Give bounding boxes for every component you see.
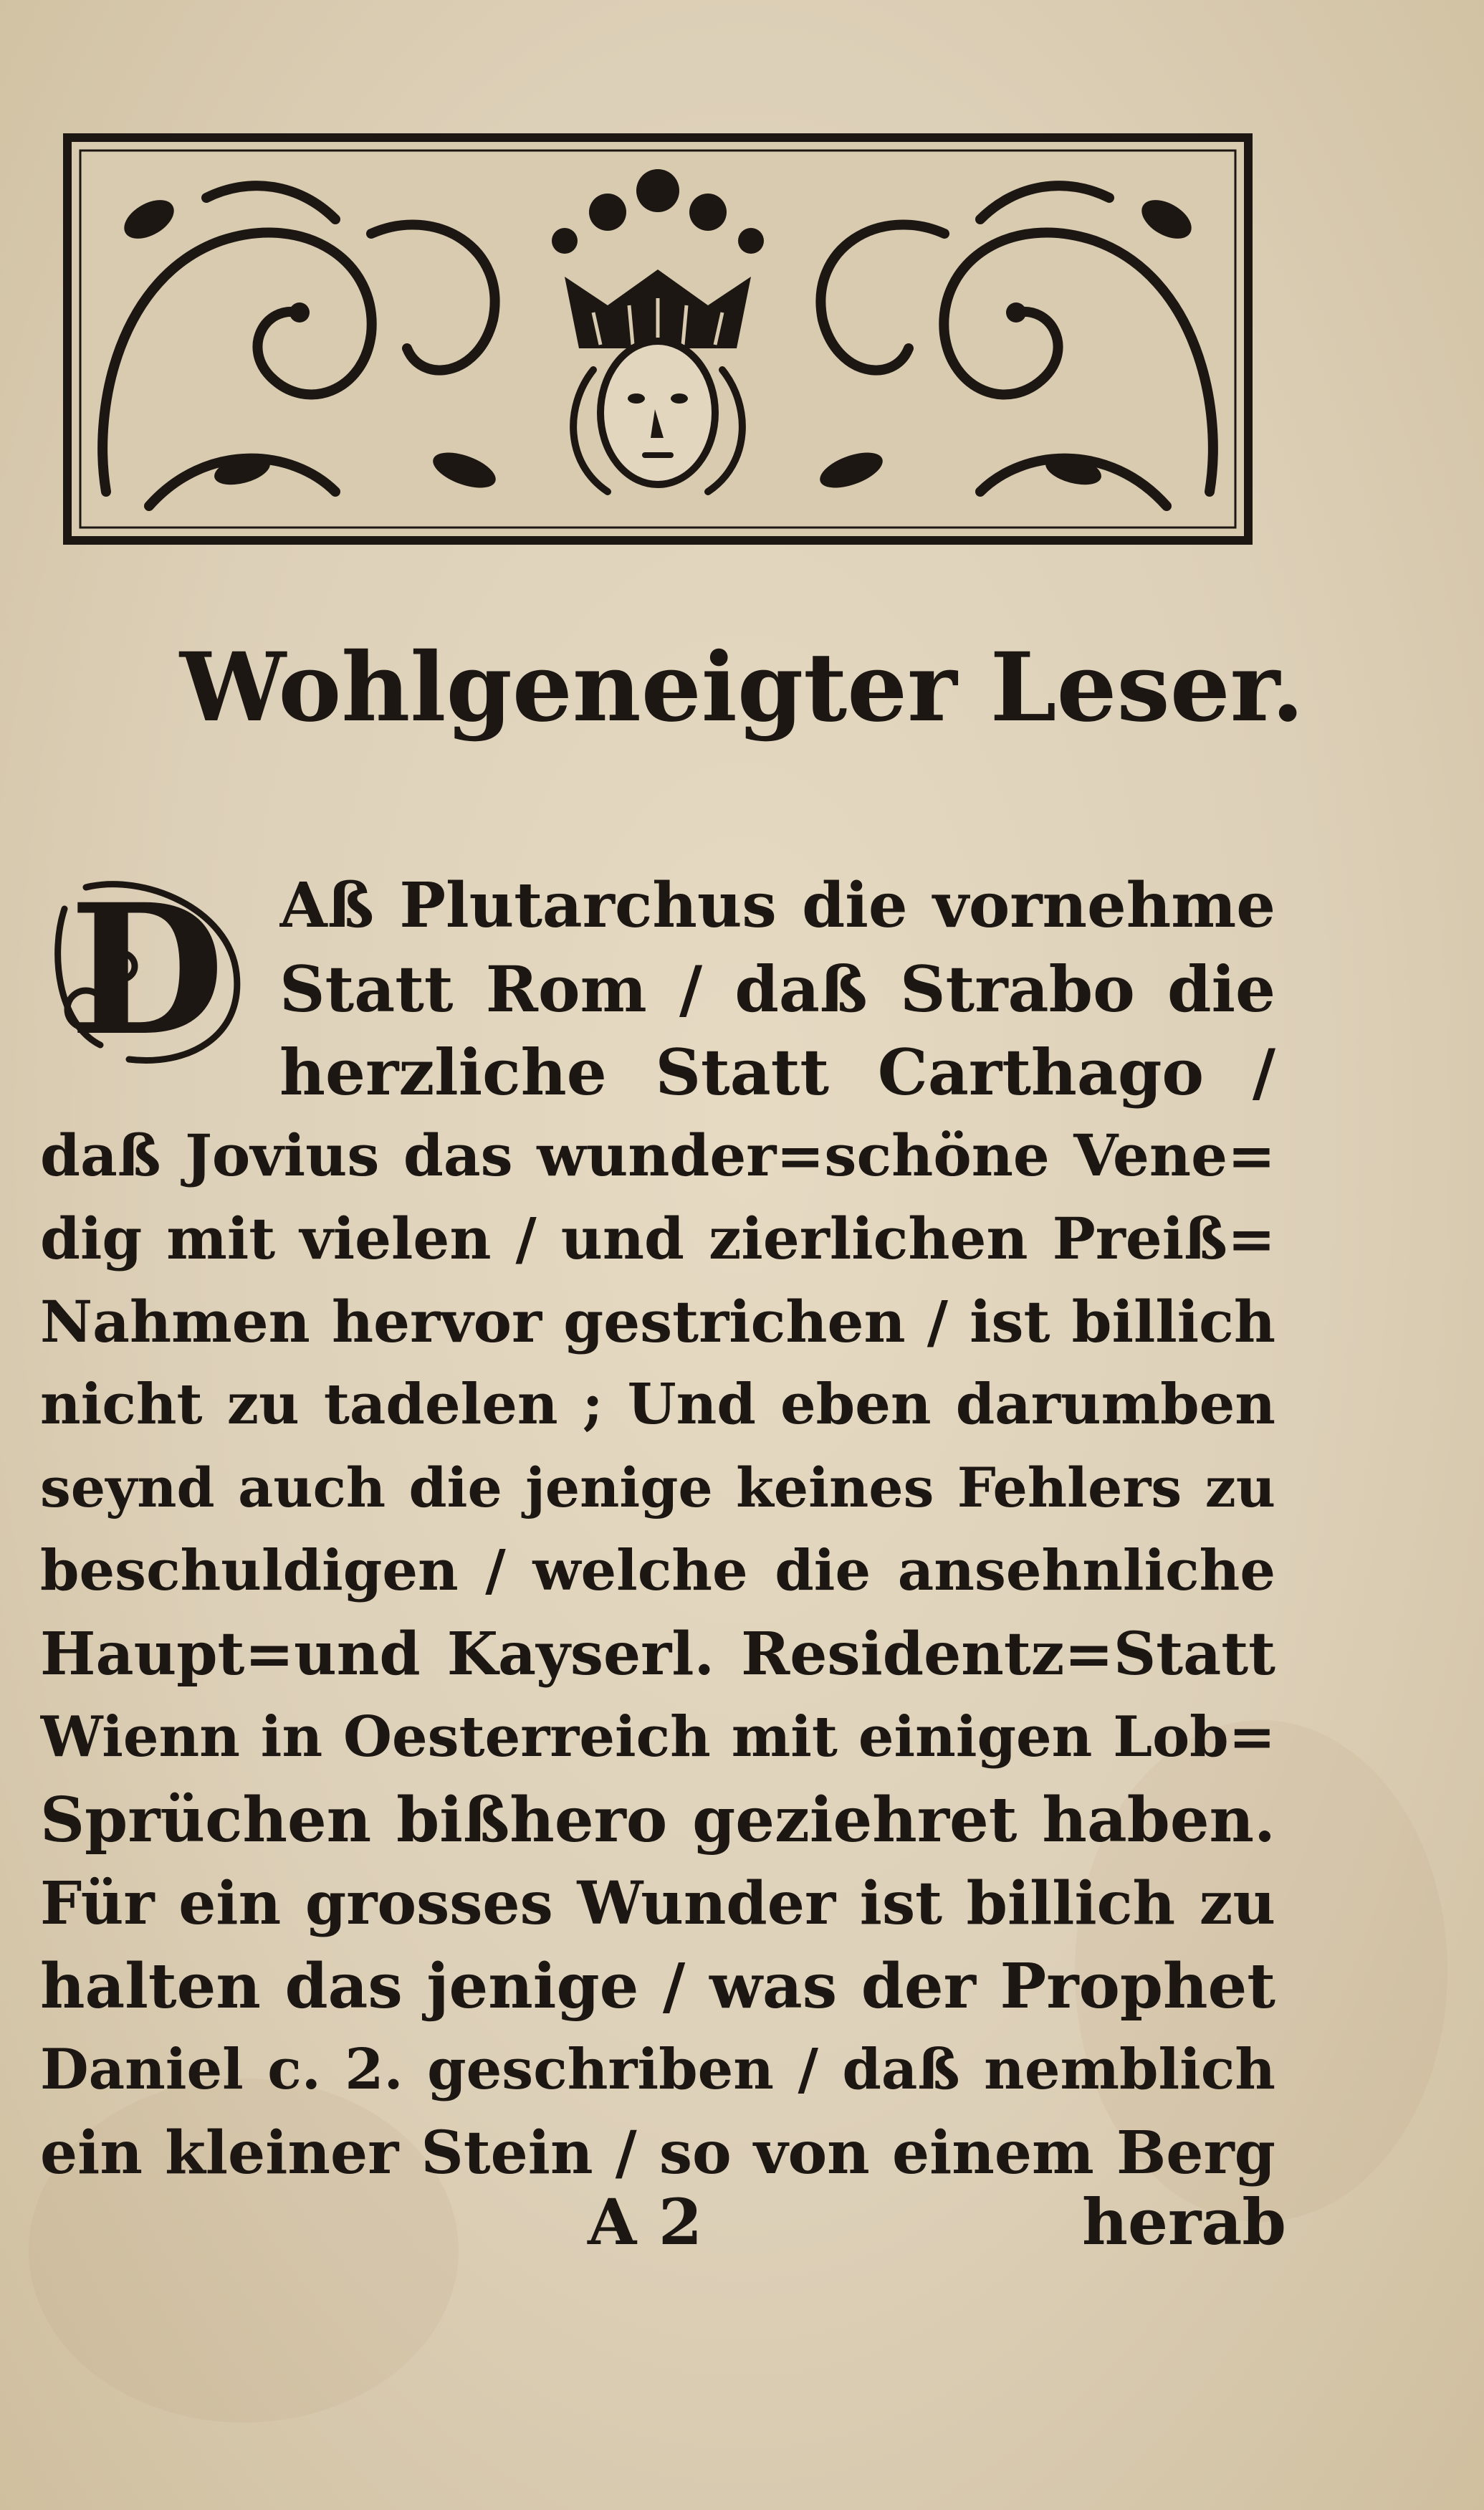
drop-cap: [43, 866, 251, 1074]
body-line: daß Jovius das wunder=schöne Vene=: [40, 1122, 1275, 1189]
page-heading: Wohlgeneigter Leser.: [179, 632, 1305, 743]
body-line: Aß Plutarchus die vornehme: [279, 869, 1275, 942]
body-line: nicht zu tadelen ; Und eben darumben: [40, 1372, 1275, 1437]
signature-mark: A 2: [588, 2185, 703, 2259]
body-line: seynd auch die jenige keines Fehlers zu: [40, 1456, 1275, 1519]
body-line: Für ein grosses Wunder ist billich zu: [40, 1869, 1275, 1938]
body-line: Haupt=und Kayserl. Residentz=Statt: [40, 1620, 1275, 1689]
body-line: Statt Rom / daß Strabo die: [279, 952, 1275, 1026]
body-line: Sprüchen bißhero geziehret haben.: [40, 1784, 1275, 1856]
catchword: herab: [1082, 2185, 1286, 2259]
drop-cap-letter: D: [69, 864, 225, 1075]
body-line: Nahmen hervor gestrichen / ist billich: [40, 1288, 1275, 1355]
body-line: beschuldigen / welche die ansehnliche: [40, 1538, 1275, 1603]
ornamental-headpiece-icon: [63, 133, 1253, 545]
body-line: herzliche Statt Carthago /: [279, 1035, 1275, 1110]
body-line: ein kleiner Stein / so von einem Berg: [40, 2119, 1275, 2187]
body-line: Wienn in Oesterreich mit einigen Lob=: [40, 1704, 1275, 1770]
body-line: dig mit vielen / und zierlichen Preiß=: [40, 1205, 1275, 1272]
body-line: halten das jenige / was der Prophet: [40, 1950, 1275, 2023]
body-line: Daniel c. 2. geschriben / daß nemblich: [40, 2037, 1275, 2102]
